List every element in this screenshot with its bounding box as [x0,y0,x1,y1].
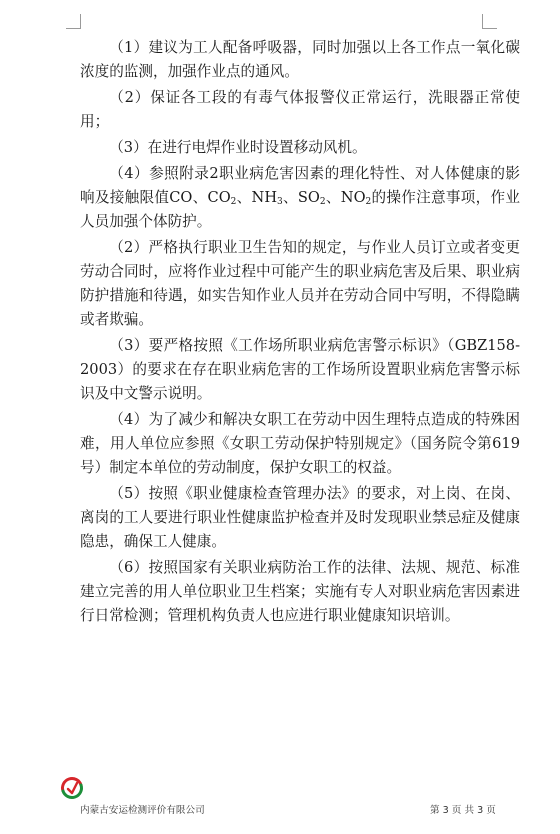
paragraph-4 [80,162,520,234]
paragraph-2: （2）保证各工段的有毒气体报警仪正常运行，洗眼器正常使用； [80,89,520,130]
document-body [80,36,520,630]
p4-sub-2: 3 [277,197,283,207]
margin-corner-right [482,14,497,29]
footer-page-number: 第 3 页 共 3 页 [430,805,496,816]
footer-company-name: 内蒙古安运检测评价有限公司 [80,805,205,816]
p4-text-e: 的操作注意事项，作业人员加强个体防护。 [80,189,520,230]
paragraph-7: （4）为了减少和解决女职工在劳动中因生理特点造成的特殊困难，用人单位应参照《女职工劳动保护特别规定》（国务院令第619号）制定本单位的劳动制度，保护女职工的权益。 [80,411,520,476]
p4-sub-1: 2 [230,197,237,207]
paragraph-5: （2）严格执行职业卫生告知的规定，与作业人员订立或者变更劳动合同时，应将作业过程中可能产生的职业病危害及后果、职业病防护措施和待遇，如实告知作业人员并在劳动合同中写明，不得隐瞒或者欺骗。 [80,239,520,328]
paragraph-8: （5）按照《职业健康检查管理办法》的要求，对上岗、在岗、离岗的工人要进行职业性健康监护检查并及时发现职业禁忌症及健康隐患，确保工人健康。 [80,485,520,550]
paragraph-1: （1）建议为工人配备呼吸器，同时加强以上各工作点一氧化碳浓度的监测，加强作业点的通风。 [80,39,520,80]
margin-corner-left [66,14,81,29]
paragraph-9: （6）按照国家有关职业病防治工作的法律、法规、规范、标准建立完善的用人单位职业卫生档案；实施有专人对职业病危害因素进行日常检测；管理机构负责人也应进行职业健康知识培训。 [80,559,520,624]
p4-text-a: （4）参照附录2职业病危害因素的理化特性、对人体健康的影响及接触限值CO、CO [80,165,520,206]
p4-sub-4: 2 [365,197,372,207]
paragraph-3: （3）在进行电焊作业时设置移动风机。 [109,139,367,156]
p4-sub-3: 2 [319,197,326,207]
p4-text-c: 、SO [282,189,320,206]
company-logo-icon [60,776,84,800]
p4-text-b: 、NH [236,189,278,206]
paragraph-6: （3）要严格按照《工作场所职业病危害警示标识》（GBZ158-2003）的要求在存在职业病危害的工作场所设置职业病危害警示标识及中文警示说明。 [80,337,520,402]
p4-text-d: 、NO [325,189,366,206]
